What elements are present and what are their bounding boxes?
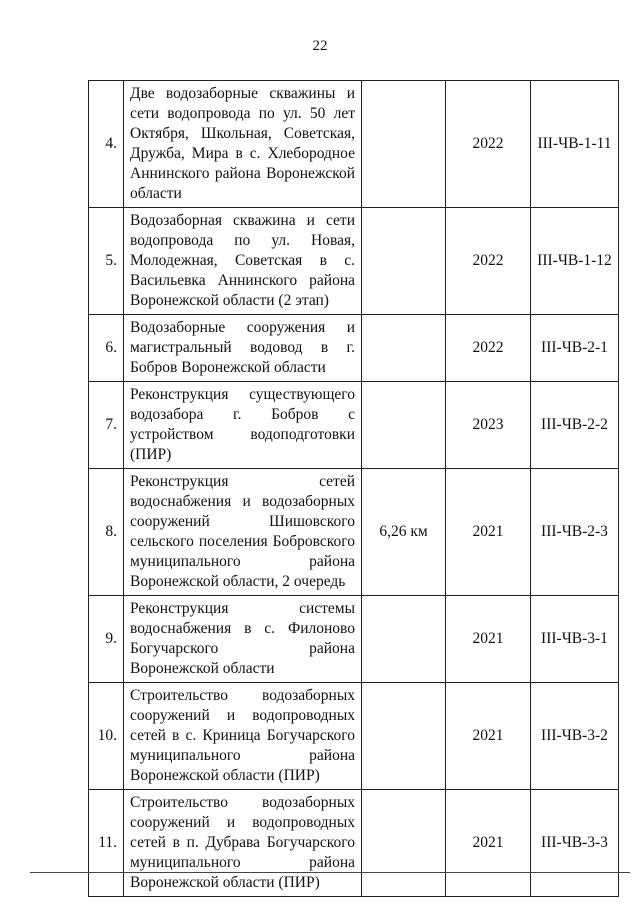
project-name: Две водозаборные скважины и сети водопровода по ул. 50 лет Октября, Школьная, Советская, Дружба, Мира в с. Хлебородное Аннинского района Воронежской области xyxy=(124,81,362,208)
row-number: 10. xyxy=(89,683,124,790)
code-cell: III-ЧВ-2-2 xyxy=(531,382,619,469)
table-row xyxy=(89,81,619,208)
row-number: 9. xyxy=(89,596,124,683)
row-number: 4. xyxy=(89,81,124,208)
table-row xyxy=(89,683,619,790)
table-row xyxy=(89,382,619,469)
capacity-cell xyxy=(362,208,446,315)
capacity-cell xyxy=(362,683,446,790)
capacity-cell xyxy=(362,315,446,382)
year-cell: 2022 xyxy=(446,315,531,382)
table-row xyxy=(89,315,619,382)
year-cell: 2022 xyxy=(446,81,531,208)
project-name: Строительство водозаборных сооружений и водопроводных сетей в с. Криница Богучарского муниципального района Воронежской области (ПИР) xyxy=(124,683,362,790)
code-cell: III-ЧВ-3-1 xyxy=(531,596,619,683)
bottom-divider xyxy=(30,872,630,873)
page-number: 22 xyxy=(312,38,328,54)
year-cell: 2021 xyxy=(446,469,531,596)
code-cell: III-ЧВ-2-1 xyxy=(531,315,619,382)
table-row xyxy=(89,469,619,596)
table-row xyxy=(89,790,619,897)
capacity-cell xyxy=(362,81,446,208)
capacity-cell xyxy=(362,382,446,469)
capacity-cell: 6,26 км xyxy=(362,469,446,596)
row-number: 6. xyxy=(89,315,124,382)
year-cell: 2022 xyxy=(446,208,531,315)
code-cell: III-ЧВ-1-11 xyxy=(531,81,619,208)
project-name: Реконструкция сетей водоснабжения и водозаборных сооружений Шишовского сельского поселения Бобровского муниципального района Воронежской области, 2 очередь xyxy=(124,469,362,596)
row-number: 8. xyxy=(89,469,124,596)
year-cell: 2021 xyxy=(446,683,531,790)
code-cell: III-ЧВ-2-3 xyxy=(531,469,619,596)
capacity-cell xyxy=(362,790,446,897)
row-number: 5. xyxy=(89,208,124,315)
year-cell: 2023 xyxy=(446,382,531,469)
project-name: Водозаборные сооружения и магистральный водовод в г. Бобров Воронежской области xyxy=(124,315,362,382)
project-name: Реконструкция системы водоснабжения в с. Филоново Богучарского района Воронежской области xyxy=(124,596,362,683)
row-number: 11. xyxy=(89,790,124,897)
code-cell: III-ЧВ-3-2 xyxy=(531,683,619,790)
code-cell: III-ЧВ-3-3 xyxy=(531,790,619,897)
table-row xyxy=(89,596,619,683)
table-row xyxy=(89,208,619,315)
capacity-cell xyxy=(362,596,446,683)
project-name: Реконструкция существующего водозабора г. Бобров с устройством водоподготовки (ПИР) xyxy=(124,382,362,469)
row-number: 7. xyxy=(89,382,124,469)
project-name: Водозаборная скважина и сети водопровода по ул. Новая, Молодежная, Советская в с. Васильевка Аннинского района Воронежской области (2 этап) xyxy=(124,208,362,315)
code-cell: III-ЧВ-1-12 xyxy=(531,208,619,315)
project-name: Строительство водозаборных сооружений и водопроводных сетей в п. Дубрава Богучарского муниципального района Воронежской области (ПИР) xyxy=(124,790,362,897)
year-cell: 2021 xyxy=(446,790,531,897)
projects-table xyxy=(88,80,619,897)
year-cell: 2021 xyxy=(446,596,531,683)
